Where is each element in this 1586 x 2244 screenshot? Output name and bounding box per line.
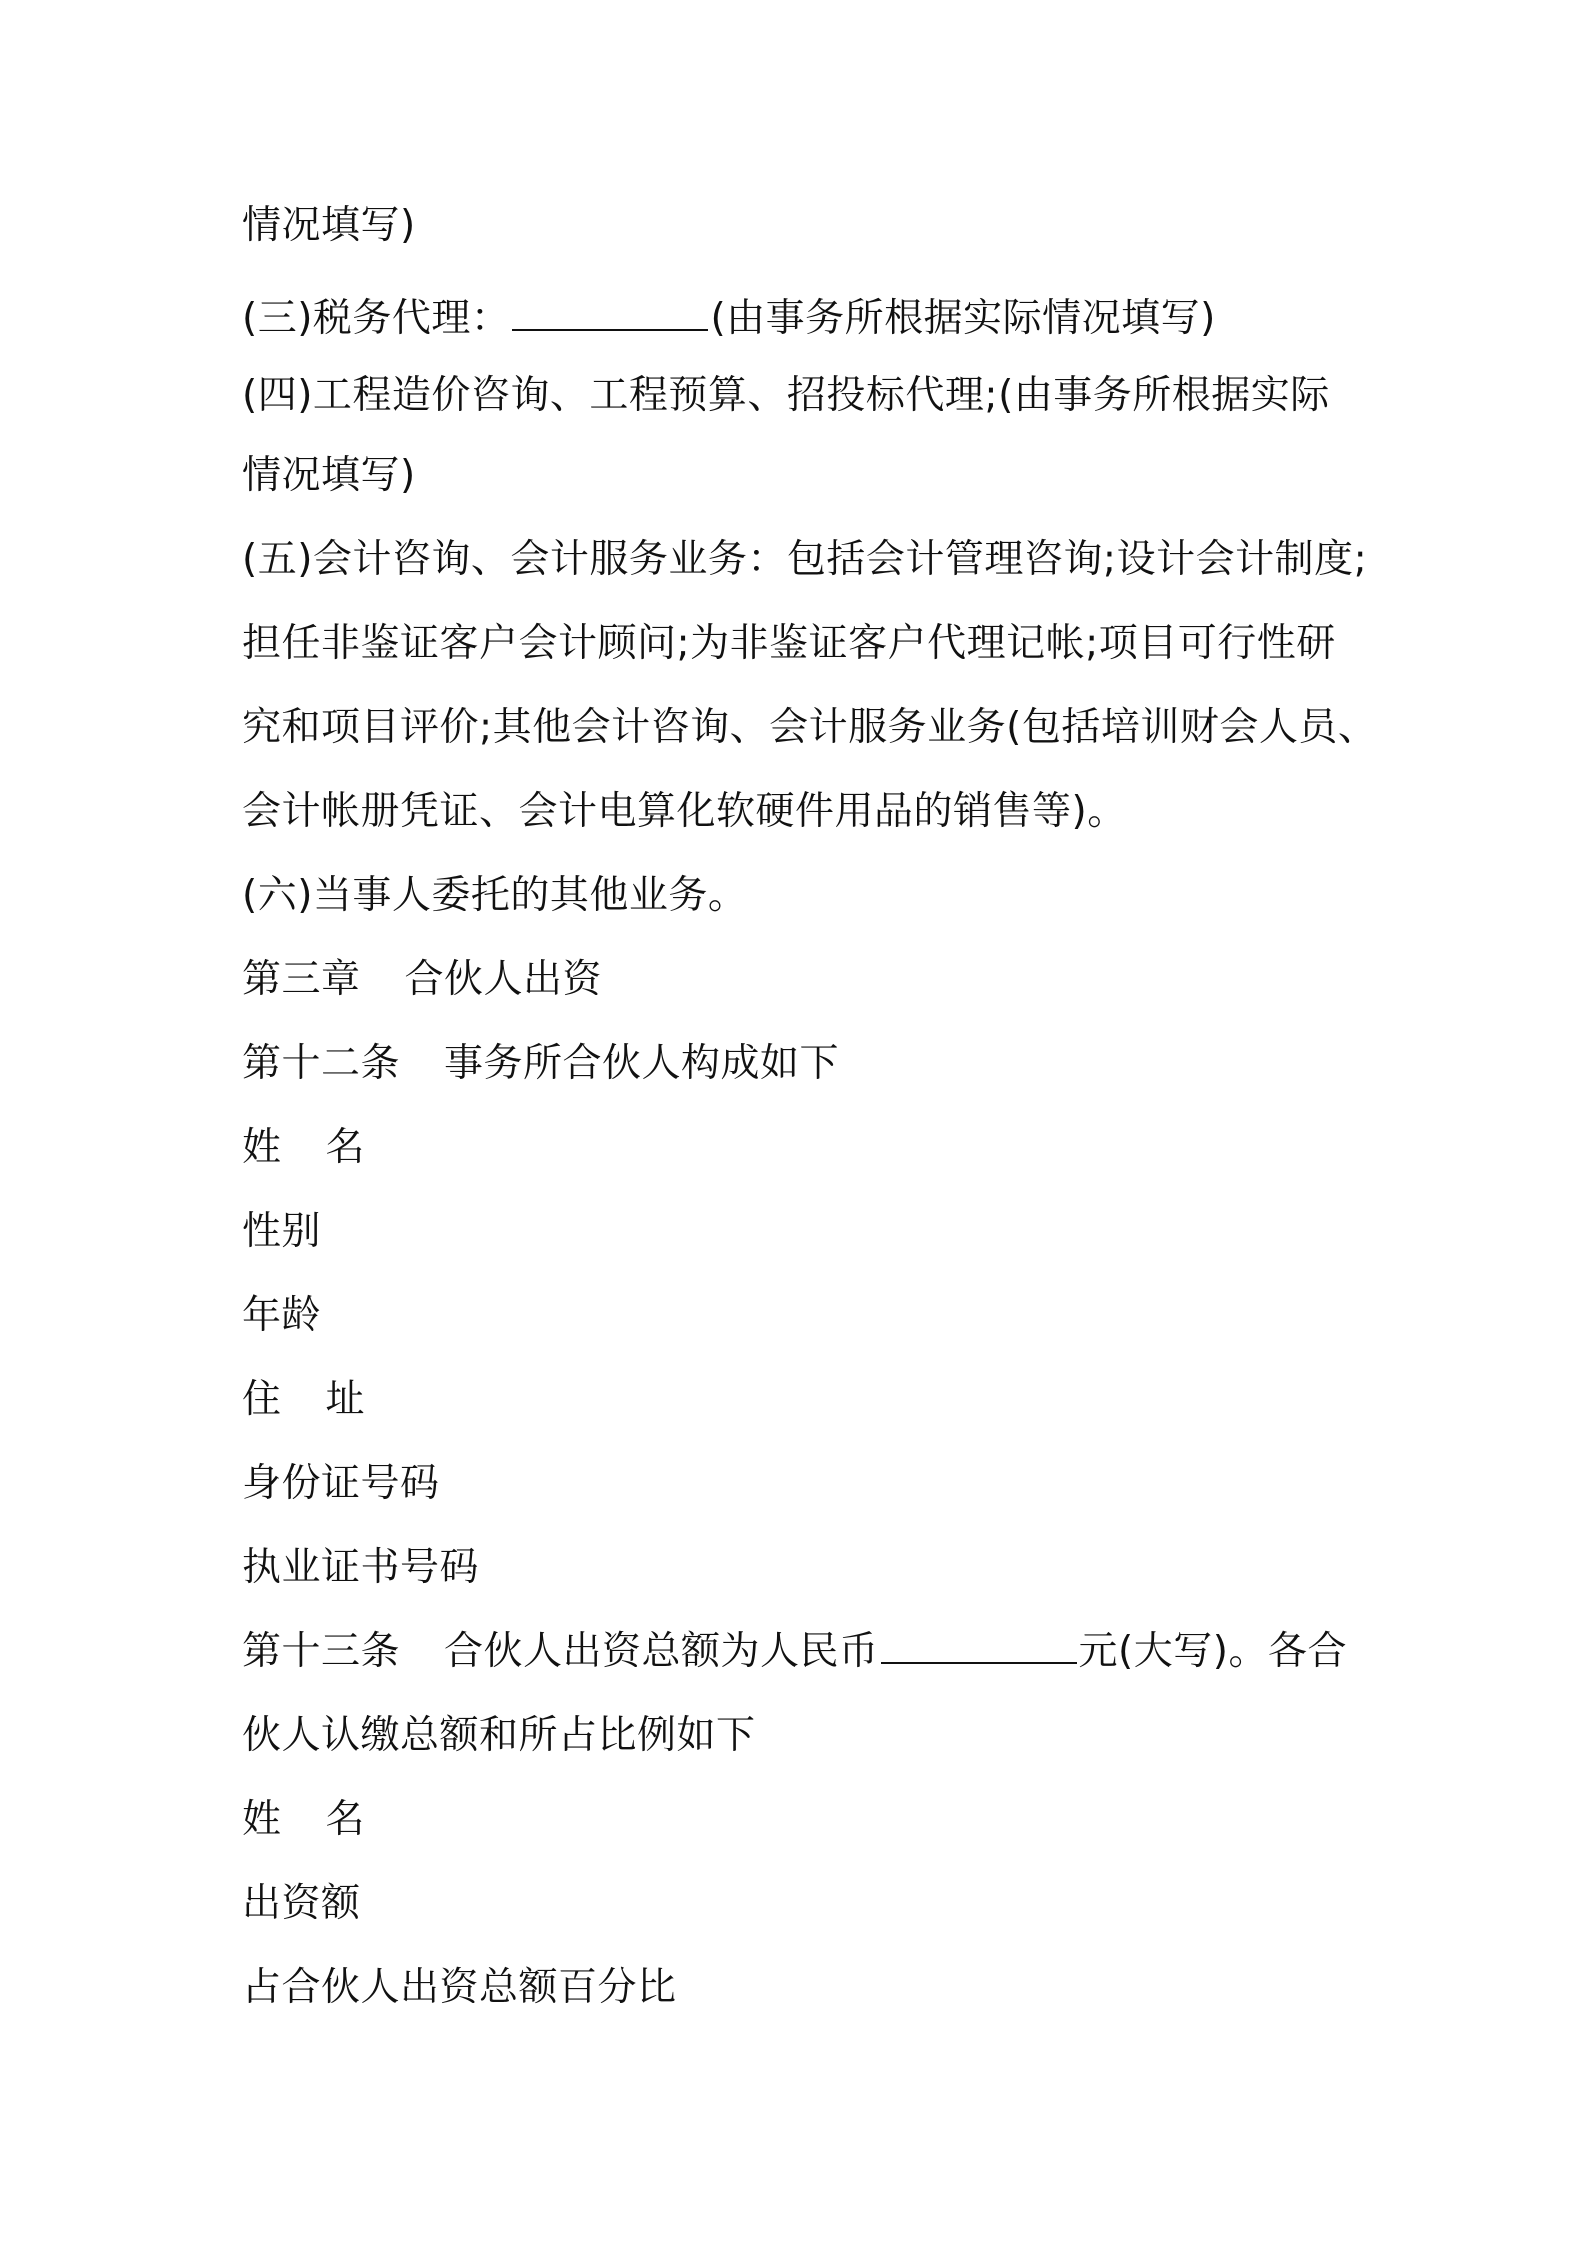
article-12 [242,1040,839,1088]
line-text: 情况填写) [242,203,416,248]
line-text: 究和项目评价;其他会计咨询、会计服务业务(包括培训财会人员、 [242,705,1378,750]
label-char: 名 [325,1125,366,1170]
line-text: 情况填写) [242,453,416,498]
field-label-contribution [242,1880,361,1928]
line-text: (由事务所根据实际情况填写) [710,296,1216,341]
label-char: 姓 [242,1797,282,1842]
line-text: (六)当事人委托的其他业务。 [242,873,748,918]
text-line [242,1712,756,1760]
label-char: 址 [325,1377,366,1422]
field-label-name [242,1796,365,1844]
field-label-name [242,1124,365,1172]
fill-in-blank [881,1628,1077,1664]
field-label-age [242,1292,321,1340]
article-text: 元(大写)。各合 [1078,1629,1347,1674]
label-text: 执业证书号码 [242,1545,480,1590]
field-label-gender [242,1208,321,1256]
chapter-title: 合伙人出资 [404,957,603,1002]
text-line [242,620,1336,668]
line-text: 会计帐册凭证、会计电算化软硬件用品的销售等)。 [242,789,1127,834]
line-text: (五)会计咨询、会计服务业务：包括会计管理咨询;设计会计制度; [242,537,1368,582]
field-label-id-number [242,1460,440,1508]
article-number: 第十二条 [242,1041,401,1086]
field-label-address [242,1376,365,1424]
article-text: 事务所合伙人构成如下 [444,1041,840,1086]
text-line-accounting [242,536,1367,584]
fill-in-blank [512,295,708,331]
line-text: 伙人认缴总额和所占比例如下 [242,1713,756,1758]
text-line-other-business [242,872,747,920]
text-line [242,704,1377,752]
article-text: 合伙人出资总额为人民币 [444,1629,879,1674]
text-line [242,202,416,250]
label-char: 名 [325,1797,366,1842]
line-text: (三)税务代理： [242,296,511,341]
article-13 [242,1628,1347,1676]
text-line [242,788,1127,836]
line-text: (四)工程造价咨询、工程预算、招投标代理;(由事务所根据实际 [242,373,1330,418]
label-text: 出资额 [242,1881,361,1926]
text-line [242,452,416,500]
label-text: 性别 [242,1209,322,1254]
label-char: 姓 [242,1125,282,1170]
label-text: 身份证号码 [242,1461,440,1506]
chapter-heading [242,956,602,1004]
text-line-tax-agency [242,295,1216,343]
text-line-engineering [242,372,1330,420]
chapter-number: 第三章 [242,957,361,1002]
label-text: 占合伙人出资总额百分比 [242,1965,677,2010]
label-text: 年龄 [242,1293,322,1338]
field-label-percentage [242,1964,677,2012]
field-label-license-number [242,1544,479,1592]
article-number: 第十三条 [242,1629,401,1674]
line-text: 担任非鉴证客户会计顾问;为非鉴证客户代理记帐;项目可行性研 [242,621,1336,666]
label-char: 住 [242,1377,282,1422]
